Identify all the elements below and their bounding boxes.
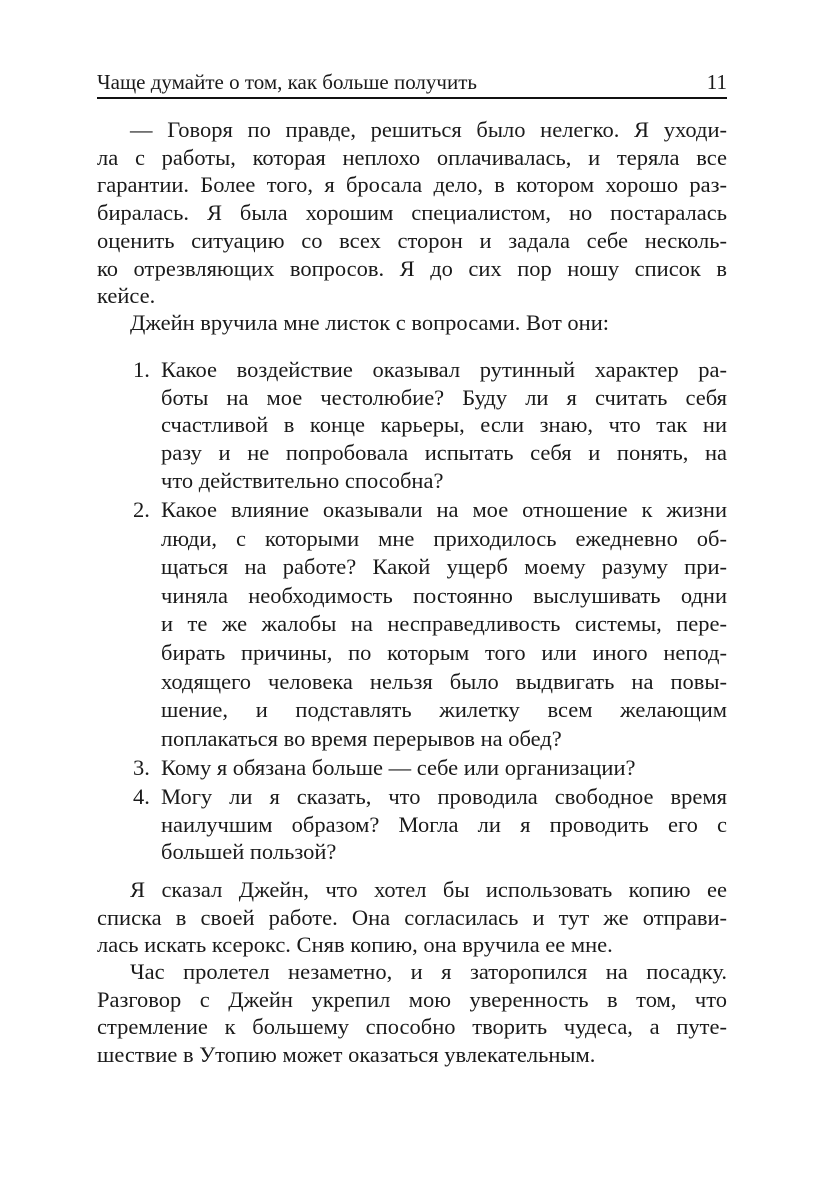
- text-line: люди, с которыми мне приходилось ежедневно об-: [161, 525, 727, 551]
- text-line: гарантии. Более того, я бросала дело, в котором хорошо раз-: [97, 172, 727, 198]
- text-line: биралась. Я была хорошим специалистом, но постаралась: [97, 200, 727, 226]
- running-title: Чаще думайте о том, как больше получить: [97, 70, 477, 94]
- paragraph-2: [97, 309, 727, 337]
- text-line: ходящего человека нельзя было выдвигать на повы-: [161, 668, 727, 694]
- text-line: Кому я обязана больше — себе или организации?: [161, 755, 636, 780]
- text-line: чиняла необходимость постоянно выслушивать одни: [161, 582, 727, 608]
- text-line: — Говоря по правде, решиться было нелегко. Я уходи-: [130, 117, 727, 142]
- list-number: 2.: [133, 497, 150, 522]
- text-line: Я сказал Джейн, что хотел бы использовать копию ее: [130, 877, 727, 902]
- text-line: боты на мое честолюбие? Буду ли я считать себя: [161, 384, 727, 410]
- running-header: [97, 70, 727, 95]
- text-line: Джейн вручила мне листок с вопросами. Вот они:: [130, 310, 610, 335]
- text-line: наилучшим образом? Могла ли я проводить его с: [161, 811, 727, 837]
- text-line: поплакаться во время перерывов на обед?: [161, 725, 562, 751]
- page-number: 11: [706, 70, 727, 94]
- list-item: [133, 783, 727, 866]
- text-line: Разговор с Джейн укрепил мою уверенность в том, что: [97, 986, 727, 1012]
- text-line: Могу ли я сказать, что проводила свободное время: [161, 784, 727, 809]
- text-line: Час пролетел незаметно, и я заторопился на посадку.: [130, 959, 727, 984]
- text-line: Какое воздействие оказывал рутинный характер ра-: [161, 357, 727, 382]
- paragraph-4: [97, 958, 727, 1069]
- text-line: ко отрезвляющих вопросов. Я до сих пор ношу список в: [97, 255, 727, 281]
- list-item: [133, 356, 727, 495]
- text-line: списка в своей работе. Она согласилась и тут же отправи-: [97, 904, 727, 930]
- list-item: [133, 496, 727, 753]
- text-line: шение, и подставлять жилетку всем желающим: [161, 697, 727, 723]
- list-number: 3.: [133, 755, 150, 780]
- list-number: 4.: [133, 784, 150, 809]
- text-line: разу и не попробовала испытать себя и понять, на: [161, 440, 727, 466]
- text-line: лась искать ксерокс. Сняв копию, она вручила ее мне.: [97, 932, 613, 958]
- text-line: Какое влияние оказывали на мое отношение к жизни: [161, 497, 727, 522]
- text-line: что действительно способна?: [161, 467, 444, 493]
- text-line: кейсе.: [97, 283, 156, 309]
- text-line: и те же жалобы на несправедливость системы, пере-: [161, 611, 727, 637]
- text-line: счастливой в конце карьеры, если знаю, что так ни: [161, 412, 727, 438]
- text-line: щаться на работе? Какой ущерб моему разуму при-: [161, 554, 727, 580]
- list-item: [133, 754, 727, 782]
- paragraph-1: [97, 116, 727, 310]
- list-number: 1.: [133, 357, 150, 382]
- paragraph-3: [97, 876, 727, 959]
- text-line: стремление к большему способно творить чудеса, а путе-: [97, 1014, 727, 1040]
- text-line: большей пользой?: [161, 839, 337, 865]
- text-line: оценить ситуацию со всех сторон и задала себе несколь-: [97, 227, 727, 253]
- text-line: шествие в Утопию может оказаться увлекательным.: [97, 1042, 596, 1068]
- text-line: ла с работы, которая неплохо оплачивалась, и теряла все: [97, 144, 727, 170]
- text-line: бирать причины, по которым того или иного непод-: [161, 639, 727, 665]
- header-rule: [97, 97, 727, 99]
